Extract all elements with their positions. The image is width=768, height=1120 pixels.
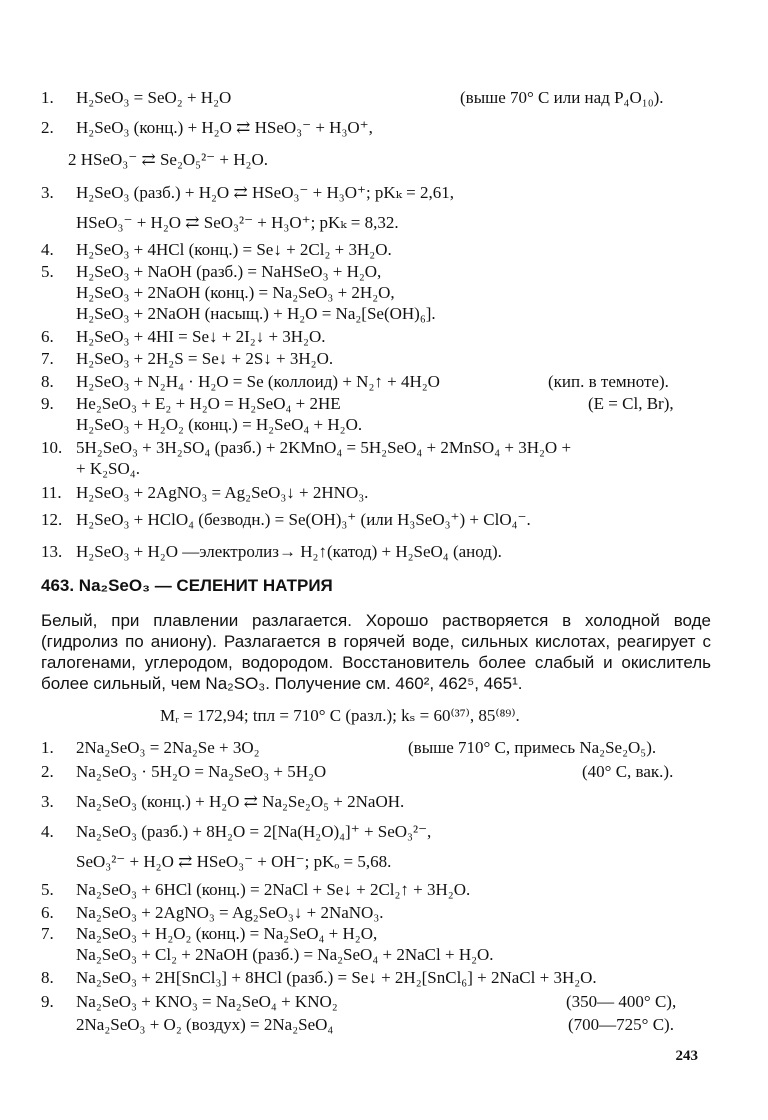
reaction-line: H₂SeO₃ + H₂O —электролиз→ H₂↑(катод) + H₂SeO₄ (анод). [76, 542, 502, 561]
reaction-condition: (40° C, вак.). [582, 762, 674, 781]
item-number: 9. [41, 992, 54, 1011]
reaction-line: H₂SeO₃ + 4HCl (конц.) = Se↓ + 2Cl₂ + 3H₂O. [76, 240, 392, 259]
item-number: 3. [41, 792, 54, 811]
reaction-line: 2 HSeO₃⁻ ⇄ Se₂O₅²⁻ + H₂O. [68, 150, 268, 169]
reaction-line: SeO₃²⁻ + H₂O ⇄ HSeO₃⁻ + OH⁻; pKₒ = 5,68. [76, 852, 392, 871]
reaction-line: H₂SeO₃ + 2H₂S = Se↓ + 2S↓ + 3H₂O. [76, 349, 334, 368]
item-number: 2. [41, 118, 54, 137]
reaction-line: Na₂SeO₃ (разб.) + 8H₂O = 2[Na(H₂O)₄]⁺ + SeO₃²⁻, [76, 822, 432, 841]
reaction-line: H₂SeO₃ + 2AgNO₃ = Ag₂SeO₃↓ + 2HNO₃. [76, 483, 369, 502]
reaction-line: Na₂SeO₃ + 2H[SnCl₃] + 8HCl (разб.) = Se↓ + 2H₂[SnCl₆] + 2NaCl + 3H₂O. [76, 968, 597, 987]
reaction-line: Na₂SeO₃ + KNO₃ = Na₂SeO₄ + KNO₂ [76, 992, 338, 1011]
reaction-line: Na₂SeO₃ (конц.) + H₂O ⇄ Na₂Se₂O₅ + 2NaOH. [76, 792, 405, 811]
reaction-line: H₂SeO₃ (конц.) + H₂O ⇄ HSeO₃⁻ + H₃O⁺, [76, 118, 373, 137]
item-number: 5. [41, 880, 54, 899]
reaction-condition: (выше 70° C или над P₄O₁₀). [460, 88, 664, 107]
item-number: 4. [41, 240, 54, 259]
item-number: 11. [41, 483, 62, 502]
reaction-line: 2Na₂SeO₃ = 2Na₂Se + 3O₂ [76, 738, 260, 757]
item-number: 4. [41, 822, 54, 841]
item-number: 1. [41, 88, 54, 107]
section-heading: 463. Na₂SeO₃ — СЕЛЕНИТ НАТРИЯ [41, 576, 333, 595]
item-number: 8. [41, 968, 54, 987]
reaction-line: H₂SeO₃ + 2NaOH (конц.) = Na₂SeO₃ + 2H₂O, [76, 283, 395, 302]
reaction-line: 2Na₂SeO₃ + O₂ (воздух) = 2Na₂SeO₄ [76, 1015, 334, 1034]
reaction-condition: (350— 400° C), [566, 992, 677, 1011]
reaction-line: Na₂SeO₃ + Cl₂ + 2NaOH (разб.) = Na₂SeO₄ + 2NaCl + H₂O. [76, 945, 494, 964]
reaction-line: H₂SeO₃ + 2NaOH (насыщ.) + H₂O = Na₂[Se(OH)₆]. [76, 304, 436, 323]
reaction-line: Na₂SeO₃ + 6HCl (конц.) = 2NaCl + Se↓ + 2Cl₂↑ + 3H₂O. [76, 880, 471, 899]
reaction-line: H₂SeO₃ + H₂O₂ (конц.) = H₂SeO₄ + H₂O. [76, 415, 363, 434]
item-number: 7. [41, 924, 54, 943]
reaction-line: Na₂SeO₃ · 5H₂O = Na₂SeO₃ + 5H₂O [76, 762, 327, 781]
reaction-condition: (кип. в темноте). [548, 372, 669, 391]
reaction-line: He₂SeO₃ + E₂ + H₂O = H₂SeO₄ + 2HE [76, 394, 341, 413]
reaction-condition: (выше 710° C, примесь Na₂Se₂O₅). [408, 738, 657, 757]
reaction-line: HSeO₃⁻ + H₂O ⇄ SeO₃²⁻ + H₃O⁺; pKₖ = 8,32. [76, 213, 399, 232]
reaction-line: H₂SeO₃ + 4HI = Se↓ + 2I₂↓ + 3H₂O. [76, 327, 326, 346]
item-number: 2. [41, 762, 54, 781]
item-number: 7. [41, 349, 54, 368]
page-number: 243 [675, 1048, 698, 1064]
reaction-line: Na₂SeO₃ + 2AgNO₃ = Ag₂SeO₃↓ + 2NaNO₃. [76, 903, 384, 922]
reaction-condition: (700—725° C). [568, 1015, 674, 1034]
item-number: 8. [41, 372, 54, 391]
reaction-condition: (E = Cl, Br), [588, 394, 674, 413]
physical-constants: Mᵣ = 172,94; tпл = 710° C (разл.); kₛ = 60⁽³⁷⁾, 85⁽⁸⁹⁾. [160, 706, 520, 725]
reaction-line: Na₂SeO₃ + H₂O₂ (конц.) = Na₂SeO₄ + H₂O, [76, 924, 378, 943]
item-number: 6. [41, 327, 54, 346]
item-number: 10. [41, 438, 63, 457]
reaction-line: H₂SeO₃ (разб.) + H₂O ⇄ HSeO₃⁻ + H₃O⁺; pKₖ = 2,61, [76, 183, 454, 202]
reaction-line: H₂SeO₃ + HClO₄ (безводн.) = Se(OH)₃⁺ (или H₃SeO₃⁺) + ClO₄⁻. [76, 510, 531, 529]
reaction-line: H₂SeO₃ + N₂H₄ · H₂O = Se (коллоид) + N₂↑ + 4H₂O [76, 372, 440, 391]
item-number: 9. [41, 394, 54, 413]
reaction-line: H₂SeO₃ = SeO₂ + H₂O [76, 88, 232, 107]
item-number: 6. [41, 903, 54, 922]
reaction-line: 5H₂SeO₃ + 3H₂SO₄ (разб.) + 2KMnO₄ = 5H₂SeO₄ + 2MnSO₄ + 3H₂O + [76, 438, 572, 457]
item-number: 12. [41, 510, 63, 529]
item-number: 1. [41, 738, 54, 757]
item-number: 13. [41, 542, 63, 561]
reaction-line: H₂SeO₃ + NaOH (разб.) = NaHSeO₃ + H₂O, [76, 262, 382, 281]
item-number: 3. [41, 183, 54, 202]
item-number: 5. [41, 262, 54, 281]
reaction-line: + K₂SO₄. [76, 459, 140, 478]
description-paragraph: Белый, при плавлении разлагается. Хорошо растворяется в холодной воде (гидролиз по аниону). Разлагается в горячей воде, сильных кислотах, реагирует с галогенами, углеродом, водородом. Восстановитель более слабый и окислитель более сильный, чем Na₂SO₃. Получение см. 460², 462⁵, 465¹. [41, 611, 711, 693]
